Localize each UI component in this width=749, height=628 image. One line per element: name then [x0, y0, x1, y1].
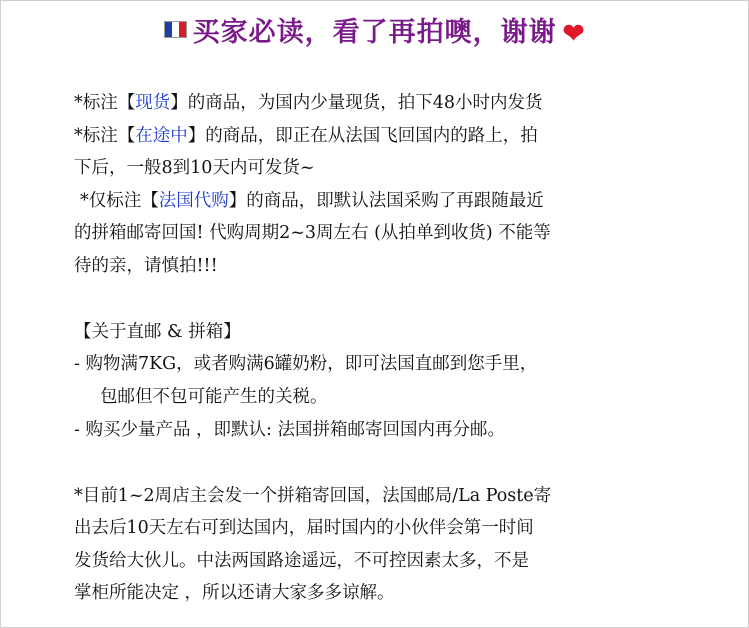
direct-mail-item-1-cont: 包邮但不包可能产生的关税。 [100, 387, 328, 407]
note-proxy-cont-1: 的拼箱邮寄回国! 代购周期2~3周左右 (从拍单到收货) 不能等 [74, 223, 551, 243]
shipping-note-line-1: *目前1~2周店主会发一个拼箱寄回国，法国邮局/La Poste寄 [74, 486, 552, 506]
direct-mail-item-1: - 购物满7KG，或者购满6罐奶粉，即可法国直邮到您手里， [74, 354, 538, 374]
note-text: 的商品，为国内少量现货，拍下48小时内发货 [187, 93, 543, 113]
title-text: 买家必读，看了再拍噢，谢谢 [192, 17, 557, 48]
note-proxy [80, 189, 544, 213]
bracket: 【 [117, 126, 136, 146]
heart-icon: ❤ [562, 19, 586, 49]
bracket: 】 [187, 126, 206, 146]
direct-mail-heading: 【关于直邮 & 拼箱】 [74, 322, 241, 342]
shipping-note-line-3: 发货给大伙儿。中法两国路途遥远，不可控因素太多，不是 [74, 551, 529, 571]
shipping-note-line-4: 掌柜所能决定 ，所以还请大家多多谅解。 [74, 583, 395, 603]
note-prefix: *标注 [74, 126, 118, 146]
note-transit-cont: 下后，一般8到10天内可发货~ [74, 158, 315, 178]
note-prefix: *仅标注 [80, 191, 142, 211]
note-proxy-cont-2: 待的亲，请慎拍!!! [74, 256, 218, 276]
shipping-note-line-2: 出去后10天左右可到达国内，届时国内的小伙伴会第一时间 [74, 518, 534, 538]
page-title [0, 10, 749, 49]
note-text: 的商品，即正在从法国飞回国内的路上，拍 [205, 126, 538, 146]
tag-france-proxy: 法国代购 [158, 191, 229, 211]
tag-in-transit: 在途中 [135, 126, 188, 146]
bracket: 【 [141, 191, 159, 211]
note-spot [74, 91, 543, 115]
bracket: 】 [228, 191, 247, 211]
note-text: 的商品，即默认法国采购了再跟随最近 [246, 191, 544, 211]
direct-mail-item-2: - 购买少量产品 ，即默认: 法国拼箱邮寄回国内再分邮。 [74, 420, 505, 440]
note-prefix: *标注 [74, 93, 118, 113]
bracket: 】 [170, 93, 188, 113]
bracket: 【 [117, 93, 136, 113]
tag-spot-stock: 现货 [135, 93, 171, 113]
note-transit [74, 124, 538, 148]
france-flag-icon [164, 21, 187, 38]
